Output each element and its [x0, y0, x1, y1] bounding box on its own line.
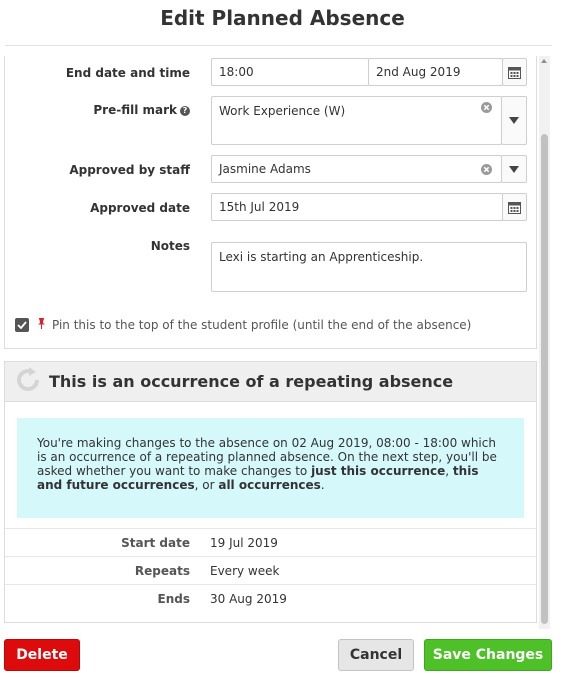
end-date-label: End date and time [65, 66, 190, 80]
approved-by-select[interactable] [211, 155, 502, 183]
modal-body [4, 56, 537, 623]
detail-key: Start date [121, 535, 190, 550]
repeating-absence-title: This is an occurrence of a repeating absence [49, 372, 454, 391]
prefill-mark-select[interactable] [211, 96, 502, 145]
scrollbar-thumb[interactable] [541, 134, 548, 624]
check-icon [17, 318, 27, 332]
detail-row-start [5, 528, 536, 556]
repeating-info-box [17, 418, 524, 518]
info-sep: , [445, 464, 453, 478]
scroll-up-arrow[interactable] [541, 59, 547, 63]
title-divider [5, 45, 552, 46]
pin-option [15, 318, 471, 332]
modal-title: Edit Planned Absence [160, 6, 405, 30]
info-sep: , or [194, 478, 219, 492]
prefill-mark-dropdown-button[interactable] [501, 96, 527, 145]
detail-value: 19 Jul 2019 [210, 535, 278, 550]
clear-icon[interactable] [481, 102, 492, 113]
caret-down-icon [509, 166, 519, 173]
detail-row-ends [5, 584, 536, 612]
detail-value: Every week [210, 563, 280, 578]
repeating-absence-panel [4, 361, 537, 623]
caret-down-icon [509, 117, 519, 124]
notes-label: Notes [150, 239, 190, 253]
delete-button[interactable]: Delete [4, 639, 80, 671]
detail-value: 30 Aug 2019 [210, 591, 287, 606]
approved-date-input[interactable]: 15th Jul 2019 [211, 193, 503, 221]
repeat-icon [15, 367, 41, 397]
info-option-this: just this occurrence [311, 464, 446, 478]
info-option-all: all occurrences [218, 478, 321, 492]
pin-icon [37, 318, 46, 332]
prefill-mark-label-text: Pre-fill mark [93, 103, 177, 117]
save-changes-button[interactable]: Save Changes [424, 639, 552, 671]
approved-date-label: Approved date [90, 201, 190, 215]
info-end: . [320, 478, 325, 492]
prefill-mark-value: Work Experience (W) [219, 104, 346, 118]
repeating-absence-header [5, 362, 536, 402]
help-icon[interactable]: ? [180, 106, 190, 116]
info-text: You're making changes to the absence on 02 Aug 2019, 08:00 - 18:00 which is an occurrence of a repeating planned absence. On the next step, you'll be asked whether you want to make changes to [37, 436, 497, 478]
end-time-input[interactable]: 18:00 [211, 58, 369, 86]
detail-key: Repeats [134, 563, 190, 578]
detail-key: Ends [157, 591, 190, 606]
info-option-future: this and future occurrences [37, 464, 479, 492]
approved-date-calendar-button[interactable] [502, 193, 527, 221]
prefill-mark-label [93, 103, 190, 117]
pin-checkbox[interactable] [15, 318, 29, 332]
calendar-icon [508, 66, 521, 79]
calendar-icon [508, 201, 521, 214]
approved-by-label: Approved by staff [69, 163, 190, 177]
end-date-input[interactable]: 2nd Aug 2019 [368, 58, 503, 86]
approved-by-value: Jasmine Adams [219, 162, 311, 176]
end-date-calendar-button[interactable] [502, 58, 527, 86]
detail-row-repeats [5, 556, 536, 584]
absence-form [4, 56, 537, 349]
notes-textarea[interactable]: Lexi is starting an Apprenticeship. [211, 242, 527, 292]
clear-icon[interactable] [481, 164, 492, 175]
cancel-button[interactable]: Cancel [338, 639, 414, 671]
approved-by-dropdown-button[interactable] [501, 155, 527, 183]
pin-label: Pin this to the top of the student profile (until the end of the absence) [52, 318, 472, 332]
